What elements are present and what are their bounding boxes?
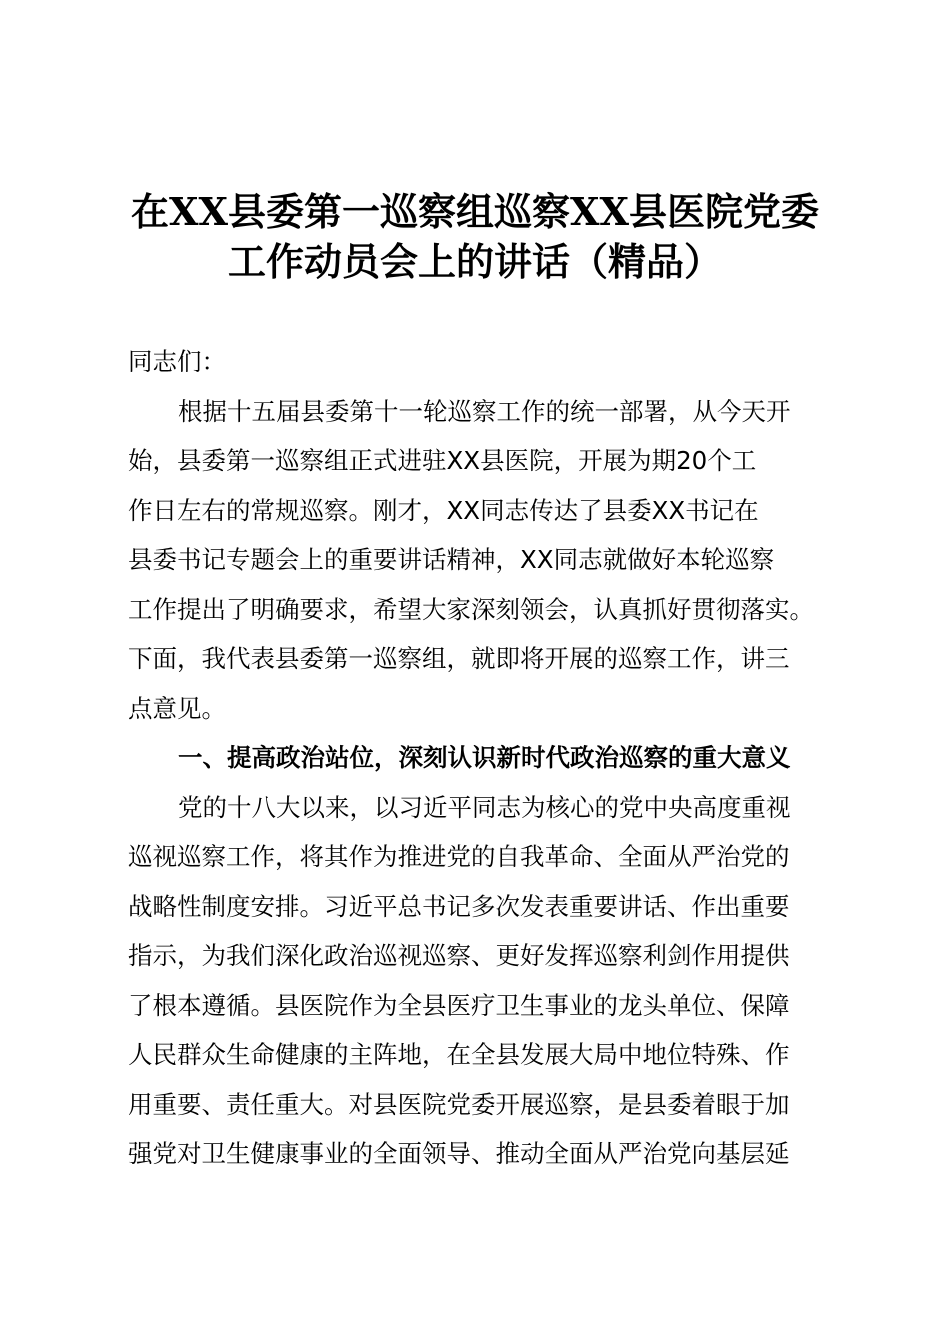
salutation: 同志们：: [128, 347, 226, 376]
paragraph-2-line: 党的十八大以来，以习近平同志为核心的党中央高度重视: [178, 792, 791, 822]
document-body: [128, 337, 848, 1179]
paragraph-2-line: 用重要、责任重大。对县医院党委开展巡察，是县委着眼于加: [128, 1089, 790, 1119]
document-title-line-2: 工作动员会上的讲话（精品）: [227, 239, 722, 284]
section-heading-1: 一、提高政治站位，深刻认识新时代政治巡察的重大意义: [178, 743, 791, 772]
paragraph-2-line: 人民群众生命健康的主阵地，在全县发展大局中地位特殊、作: [128, 1040, 790, 1069]
paragraph-2-line: 指示，为我们深化政治巡视巡察、更好发挥巡察利剑作用提供: [128, 941, 790, 970]
paragraph-1-line: 工作提出了明确要求，希望大家深刻领会，认真抓好贯彻落实。: [128, 594, 814, 624]
paragraph-1-line: 下面，我代表县委第一巡察组，就即将开展的巡察工作，讲三: [128, 644, 790, 673]
paragraph-1-line: 点意见。: [128, 693, 226, 723]
paragraph-1-line: 根据十五届县委第十一轮巡察工作的统一部署，从今天开: [178, 396, 791, 426]
document-title-line-1: 在XX县委第一巡察组巡察XX县医院党委: [131, 189, 819, 234]
paragraph-2-line: 巡视巡察工作，将其作为推进党的自我革命、全面从严治党的: [128, 842, 790, 871]
paragraph-2-line: 强党对卫生健康事业的全面领导、推动全面从严治党向基层延: [128, 1139, 790, 1168]
paragraph-1-line: 始，县委第一巡察组正式进驻XX县医院，开展为期20个工: [128, 446, 757, 475]
paragraph-1-line: 县委书记专题会上的重要讲话精神，XX同志就做好本轮巡察: [128, 545, 775, 574]
paragraph-2-line: 战略性制度安排。习近平总书记多次发表重要讲话、作出重要: [128, 891, 790, 921]
paragraph-2-line: 了根本遵循。县医院作为全县医疗卫生事业的龙头单位、保障: [128, 990, 790, 1020]
paragraph-1-line: 作日左右的常规巡察。刚才，XX同志传达了县委XX书记在: [128, 495, 759, 525]
